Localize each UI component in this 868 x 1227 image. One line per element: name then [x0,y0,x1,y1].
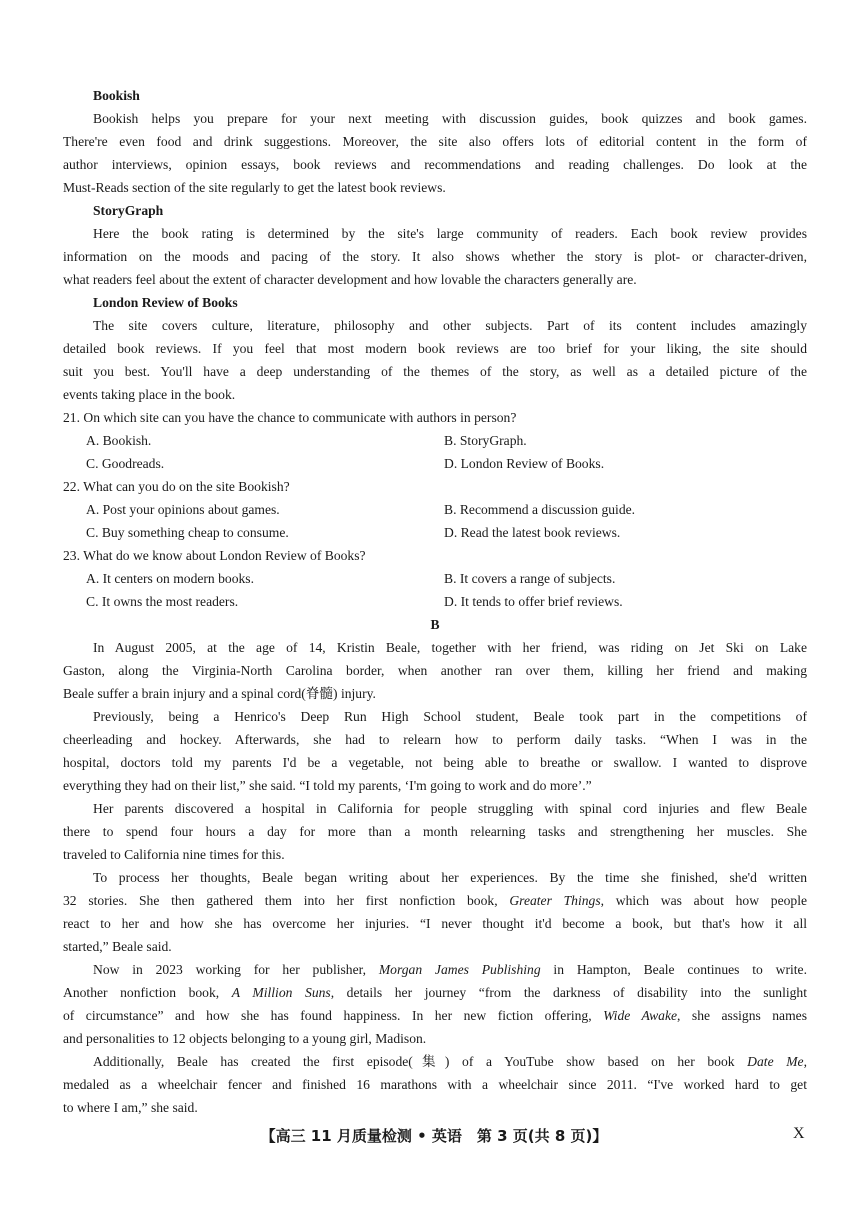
text-run: 32 stories. She then gathered them into her first nonfiction book, [63,893,510,908]
paragraph-line: The site covers culture, literature, philosophy and other subjects. Part of its content includes amazingly [93,318,807,333]
paragraph-line: Bookish helps you prepare for your next meeting with discussion guides, book quizzes and book games. [93,111,807,126]
option-23-d: D. It tends to offer brief reviews. [444,594,623,609]
options-row [63,452,807,475]
paragraph-line: To process her thoughts, Beale began writing about her experiences. By the time she finished, she'd written [93,870,807,885]
option-22-c: C. Buy something cheap to consume. [86,525,289,540]
paragraph-line: suit you best. You'll have a deep understanding of the themes of the story, as well as a detailed picture of the [63,364,807,379]
paragraph-line: started,” Beale said. [63,939,172,954]
paragraph-line: react to her and how she has overcome her injuries. “I never thought it'd become a book, but that's how it all [63,916,807,931]
paragraph-line [63,958,807,981]
paragraph-line: cheerleading and hockey. Afterwards, she had to relearn how to perform daily tasks. “When I was in the [63,732,807,747]
section-title-lrb: London Review of Books [93,295,238,310]
book-title-date-me: Date Me [747,1054,804,1069]
option-22-a: A. Post your opinions about games. [86,502,280,517]
question-21: 21. On which site can you have the chance to communicate with authors in person? [63,410,517,425]
paragraph-line: Previously, being a Henrico's Deep Run High School student, Beale took part in the competitions of [93,709,807,724]
paragraph-line: there to spend four hours a day for more than a month relearning tasks and strengthening her muscles. She [63,824,807,839]
paragraph-line: hospital, doctors told my parents I'd be a vegetable, not being able to breathe or swallow. I wanted to disprove [63,755,807,770]
publisher-name: Morgan James Publishing [378,962,541,977]
paragraph-line: In August 2005, at the age of 14, Kristin Beale, together with her friend, was riding on Jet Ski on Lake [93,640,807,655]
paragraph-line: detailed book reviews. If you feel that most modern book reviews are too brief for your liking, the site should [63,341,807,356]
options-row [63,429,807,452]
book-title-a-million-suns: A Million Suns [231,985,331,1000]
text-run: Now in 2023 working for her publisher, [93,962,379,977]
paragraph-line: Gaston, along the Virginia-North Carolina border, when another ran over them, killing her friend and making [63,663,807,678]
paragraph-line: Must-Reads section of the site regularly to get the latest book reviews. [63,180,446,195]
option-22-b: B. Recommend a discussion guide. [444,502,636,517]
paragraph-line: medaled as a wheelchair fencer and finished 16 marathons with a wheelchair since 2011. “I've worked hard to get [63,1077,807,1092]
paragraph-line: events taking place in the book. [63,387,236,402]
option-22-d: D. Read the latest book reviews. [444,525,621,540]
paragraph-line: Beale suffer a brain injury and a spinal cord(脊髓) injury. [63,686,376,701]
paragraph-line [63,1004,807,1027]
section-label-b: B [430,617,440,632]
paragraph-line [63,1050,807,1073]
option-21-a: A. Bookish. [86,433,152,448]
text-run: , she assigns names [677,1008,807,1023]
question-22: 22. What can you do on the site Bookish? [63,479,290,494]
option-21-d: D. London Review of Books. [444,456,605,471]
options-row [63,590,807,613]
options-row [63,567,807,590]
paragraph-line: information on the moods and pacing of the story. It also shows whether the story is plot- or character-driven, [63,249,807,264]
paragraph-line: There're even food and drink suggestions. Moreover, the site also offers lots of editorial content in the form of [63,134,807,149]
option-23-a: A. It centers on modern books. [86,571,254,586]
section-title-storygraph: StoryGraph [93,203,164,218]
page-footer [0,1123,868,1149]
paragraph-line: and personalities to 12 objects belonging to a young girl, Madison. [63,1031,427,1046]
paragraph-line: everything they had on their list,” she said. “I told my parents, ‘I'm going to work and do more’.” [63,778,592,793]
paragraph-line: what readers feel about the extent of character development and how lovable the characters generally are. [63,272,637,287]
section-title-bookish: Bookish [93,88,140,103]
book-title-wide-awake: Wide Awake [603,1008,678,1023]
paragraph-line [63,981,807,1004]
paragraph-line [63,889,807,912]
book-title-greater-things: Greater Things [509,893,601,908]
paragraph-line: author interviews, opinion essays, book reviews and recommendations and reading challenges. Do look at the [63,157,807,172]
option-23-b: B. It covers a range of subjects. [444,571,616,586]
text-run: of circumstance” and how she has found happiness. In her new fiction offering, [63,1008,604,1023]
text-run: , [803,1054,807,1069]
option-23-c: C. It owns the most readers. [86,594,239,609]
text-run: Another nonfiction book, [63,985,232,1000]
footer-text: 【高三 11 月质量检测 • 英语 第 3 页(共 8 页)】 [260,1127,608,1145]
text-run: , details her journey “from the darkness of disability into the sunlight [330,985,807,1000]
text-run: in Hampton, Beale continues to write. [540,962,807,977]
paragraph-line: to where I am,” she said. [63,1100,198,1115]
paragraph-line: Her parents discovered a hospital in California for people struggling with spinal cord injuries and flew Beale [93,801,807,816]
options-row [63,521,807,544]
page-content [63,84,807,1119]
question-23: 23. What do we know about London Review of Books? [63,548,366,563]
option-21-c: C. Goodreads. [86,456,165,471]
paragraph-line: Here the book rating is determined by the site's large community of readers. Each book review provides [93,226,807,241]
text-run: Additionally, Beale has created the first episode(集) of a YouTube show based on her book [93,1054,748,1069]
paragraph-line: traveled to California nine times for this. [63,847,285,862]
text-run: , which was about how people [600,893,807,908]
footer-mark: X [793,1125,805,1142]
option-21-b: B. StoryGraph. [444,433,527,448]
options-row [63,498,807,521]
